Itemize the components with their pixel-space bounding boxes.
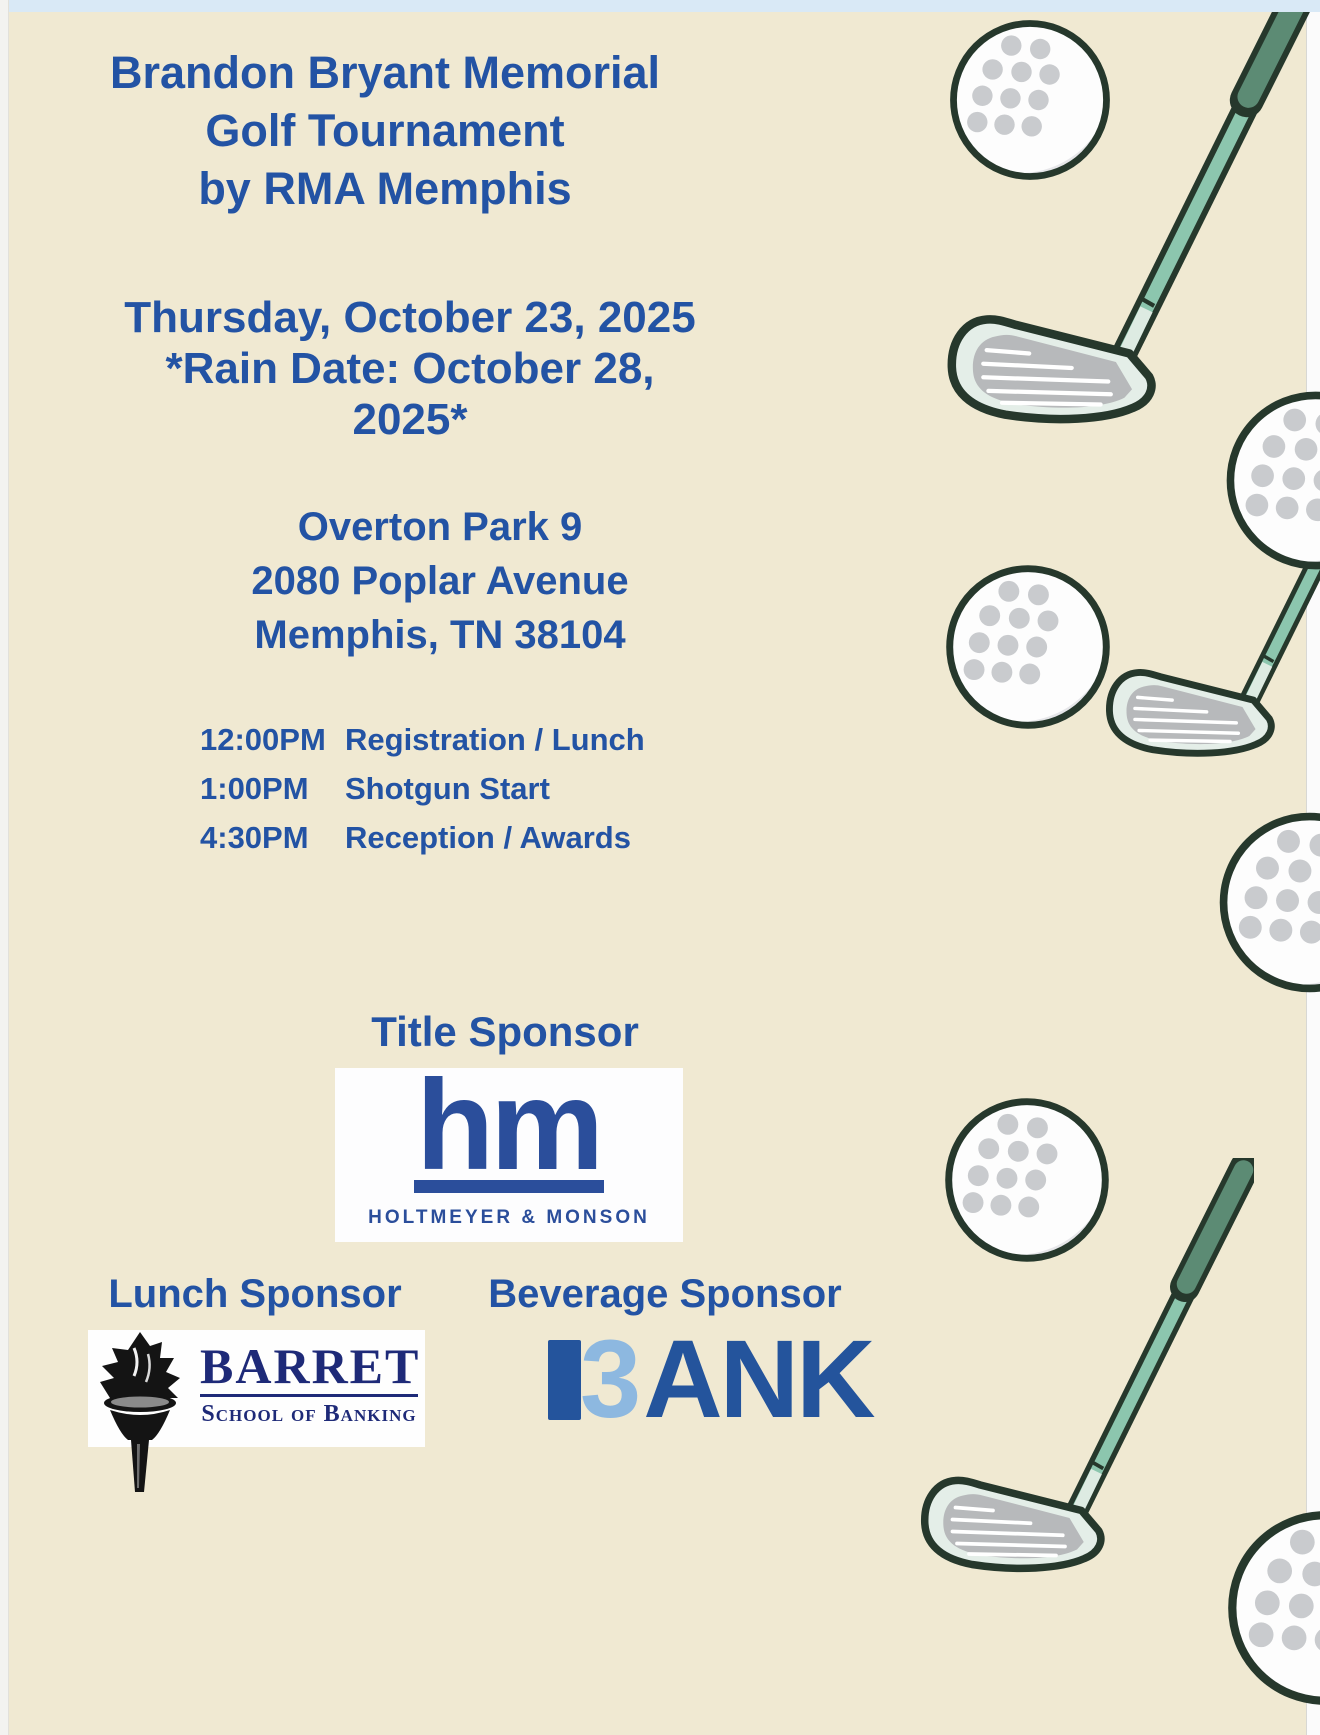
hm-logo-name: HOLTMEYER & MONSON	[368, 1207, 650, 1228]
golf-ball-icon	[1222, 1505, 1320, 1711]
page-top-edge	[0, 0, 1320, 12]
bank-logo-bar	[548, 1340, 581, 1420]
venue-city: Memphis, TN 38104	[254, 613, 626, 657]
golf-ball-icon	[940, 1093, 1114, 1267]
golf-ball-icon	[941, 560, 1115, 734]
golf-ball-icon	[1221, 386, 1320, 575]
venue-street: 2080 Poplar Avenue	[251, 559, 629, 603]
hm-logo-mark: hm	[414, 1076, 604, 1193]
schedule-activity: Registration / Lunch	[345, 722, 645, 757]
bank-logo	[548, 1318, 873, 1441]
schedule-activity: Reception / Awards	[345, 820, 631, 855]
event-schedule	[200, 722, 645, 856]
schedule-activity: Shotgun Start	[345, 771, 550, 806]
event-title-line1: Brandon Bryant Memorial	[109, 47, 661, 98]
venue-name: Overton Park 9	[297, 505, 583, 549]
schedule-time: 4:30PM	[200, 820, 309, 855]
event-rain-date-line2: 2025*	[352, 395, 468, 444]
event-title	[25, 44, 745, 218]
title-sponsor-heading: Title Sponsor	[371, 1008, 639, 1055]
beverage-sponsor-heading: Beverage Sponsor	[488, 1272, 842, 1316]
barret-logo	[88, 1330, 425, 1447]
bank-logo-letters: ANK	[643, 1318, 873, 1441]
barret-logo-subtitle: School of Banking	[201, 1401, 417, 1427]
event-title-line3: by RMA Memphis	[198, 163, 572, 214]
holtmeyer-monson-logo	[335, 1054, 683, 1242]
event-date	[30, 292, 790, 445]
lunch-sponsor-heading: Lunch Sponsor	[108, 1272, 402, 1316]
schedule-time: 12:00PM	[200, 722, 326, 757]
event-title-line2: Golf Tournament	[205, 105, 565, 156]
page-left-edge	[0, 0, 9, 1735]
golf-ball-icon	[945, 15, 1115, 185]
golf-ball-icon	[1214, 807, 1320, 998]
barret-logo-name: BARRET	[200, 1340, 418, 1397]
bank-logo-three: 3	[580, 1318, 642, 1441]
barret-logo-text	[200, 1338, 421, 1429]
event-rain-date-line1: *Rain Date: October 28,	[165, 344, 655, 393]
schedule-time: 1:00PM	[200, 771, 309, 806]
event-location	[60, 500, 820, 662]
torch-icon	[90, 1332, 190, 1494]
event-date-line1: Thursday, October 23, 2025	[124, 293, 696, 342]
